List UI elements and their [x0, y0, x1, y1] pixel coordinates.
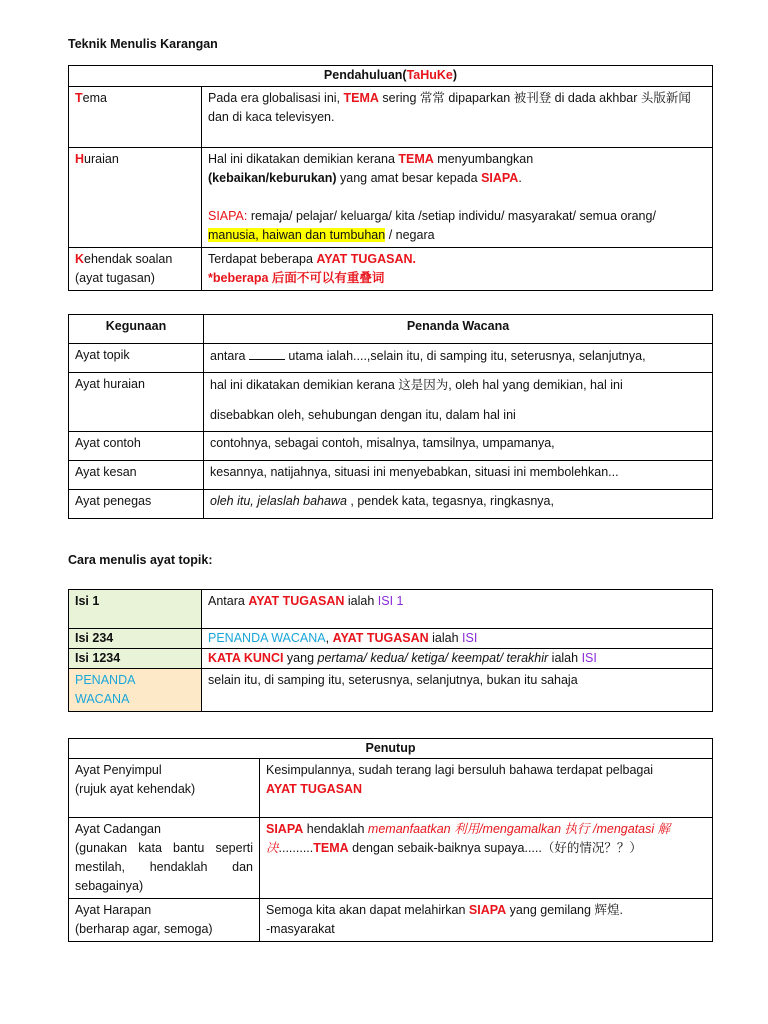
col-header-penanda: Penanda Wacana — [204, 315, 713, 344]
penanda-label: Ayat topik — [69, 344, 204, 373]
isi-text: Antara AYAT TUGASAN ialah ISI 1 — [202, 590, 713, 629]
huraian-text: Hal ini dikatakan demikian kerana TEMA menyumbangkan (kebaikan/keburukan) yang amat besar kepada SIAPA. SIAPA: remaja/ pelajar/ keluarga/ kita /setiap individu/ masyarakat/ semua orang/ manusia, haiwan dan tumbuhan / negara — [202, 148, 713, 248]
col-header-kegunaan: Kegunaan — [69, 315, 204, 344]
blank-line — [249, 348, 285, 360]
row-label-tema: Tema — [69, 87, 202, 148]
isi-text: KATA KUNCI yang pertama/ kedua/ ketiga/ keempat/ terakhir ialah ISI — [202, 649, 713, 669]
penanda-label: Ayat penegas — [69, 490, 204, 519]
penutup-text: Kesimpulannya, sudah terang lagi bersuluh bahawa terdapat pelbagai AYAT TUGASAN — [260, 759, 713, 818]
penutup-header: Penutup — [69, 739, 713, 759]
penutup-label: Ayat Cadangan (gunakan kata bantu seperti mestilah, hendaklah dan sebagainya) — [69, 818, 260, 899]
isi-text: selain itu, di samping itu, seterusnya, selanjutnya, bukan itu sahaja — [202, 669, 713, 712]
isi-label: Isi 234 — [69, 629, 202, 649]
tema-text: Pada era globalisasi ini, TEMA sering 常常 dipaparkan 被刊登 di dada akhbar 头版新闻 dan di kaca televisyen. — [202, 87, 713, 148]
penanda-label: Ayat kesan — [69, 461, 204, 490]
penutup-text: SIAPA hendaklah memanfaatkan 利用/mengamalkan 执行 /mengatasi 解决..........TEMA dengan sebaik-baiknya supaya.....（好的情况？？） — [260, 818, 713, 899]
isi-label: Isi 1 — [69, 590, 202, 629]
highlighted-text: manusia, haiwan dan tumbuhan — [208, 228, 386, 242]
penanda-text: kesannya, natijahnya, situasi ini menyebabkan, situasi ini membolehkan... — [204, 461, 713, 490]
row-label-kehendak: Kehendak soalan (ayat tugasan) — [69, 248, 202, 291]
penutup-text: Semoga kita akan dapat melahirkan SIAPA yang gemilang 辉煌. -masyarakat — [260, 899, 713, 942]
penanda-table — [68, 314, 713, 519]
penanda-text: antara utama ialah....,selain itu, di samping itu, seterusnya, selanjutnya, — [204, 344, 713, 373]
document-title: Teknik Menulis Karangan — [68, 37, 218, 51]
penanda-text: contohnya, sebagai contoh, misalnya, tamsilnya, umpamanya, — [204, 432, 713, 461]
isi-label: Isi 1234 — [69, 649, 202, 669]
penanda-text: oleh itu, jelaslah bahawa , pendek kata, tegasnya, ringkasnya, — [204, 490, 713, 519]
intro-table — [68, 65, 713, 291]
cara-table — [68, 589, 713, 712]
cara-heading: Cara menulis ayat topik: — [68, 553, 213, 567]
isi-text: PENANDA WACANA, AYAT TUGASAN ialah ISI — [202, 629, 713, 649]
penutup-table — [68, 738, 713, 942]
penutup-label: Ayat Penyimpul (rujuk ayat kehendak) — [69, 759, 260, 818]
penutup-label: Ayat Harapan (berharap agar, semoga) — [69, 899, 260, 942]
penanda-text: hal ini dikatakan demikian kerana 这是因为, oleh hal yang demikian, hal ini disebabkan oleh, sehubungan dengan itu, dalam hal ini — [204, 373, 713, 432]
penanda-label: Ayat huraian — [69, 373, 204, 432]
row-label-huraian: Huraian — [69, 148, 202, 248]
intro-header: Pendahuluan(TaHuKe) — [69, 66, 713, 87]
penanda-label: Ayat contoh — [69, 432, 204, 461]
kehendak-text: Terdapat beberapa AYAT TUGASAN. *beberapa 后面不可以有重叠词 — [202, 248, 713, 291]
isi-label: PENANDA WACANA — [69, 669, 202, 712]
